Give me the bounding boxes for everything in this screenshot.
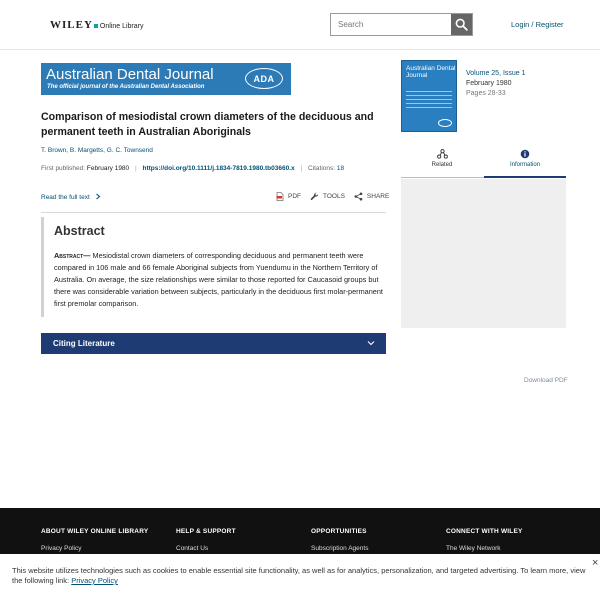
login-register-link[interactable]: Login / Register — [511, 20, 564, 29]
first-published-date: February 1980 — [86, 165, 130, 172]
cookie-banner — [0, 554, 600, 600]
citing-literature-label: Citing Literature — [53, 339, 115, 348]
author-link[interactable]: T. Brown — [41, 147, 67, 154]
share-label: SHARE — [366, 193, 390, 200]
wrench-icon — [310, 192, 319, 201]
share-icon — [354, 192, 363, 201]
footer-column-about — [41, 528, 148, 552]
search-box — [330, 13, 473, 36]
read-full-text-label: Read the full text — [41, 194, 90, 201]
footer-column-help — [176, 528, 236, 552]
footer-heading: CONNECT WITH WILEY — [446, 528, 523, 535]
search-icon — [455, 18, 468, 31]
sidebar-tabs — [401, 145, 566, 178]
publication-meta — [41, 165, 344, 172]
related-icon — [437, 149, 448, 159]
meta-separator: | — [300, 165, 303, 172]
footer-column-connect — [446, 528, 523, 552]
footer-link[interactable]: The Wiley Network — [446, 545, 501, 552]
issue-pages: Pages 28-33 — [466, 90, 506, 97]
search-input[interactable] — [331, 14, 452, 35]
footer-column-opportunities — [311, 528, 368, 552]
footer-link[interactable]: Privacy Policy — [41, 545, 82, 552]
logo-suffix: Online Library — [99, 23, 144, 30]
issue-info — [466, 69, 526, 99]
issue-date: February 1980 — [466, 80, 512, 87]
close-icon[interactable]: × — [592, 557, 599, 569]
abstract-text — [54, 250, 384, 310]
wiley-online-library-logo[interactable] — [50, 19, 143, 31]
meta-separator: | — [134, 165, 137, 172]
tab-information-label: Information — [509, 162, 540, 168]
cover-badge-icon — [438, 119, 452, 127]
ada-logo — [245, 68, 283, 89]
cover-title: Australian Dental Journal — [406, 65, 456, 79]
tools-label: TOOLS — [323, 193, 345, 200]
article-title: Comparison of mesiodistal crown diameters of the deciduous and permanent teeth in Australian Aboriginals — [41, 111, 374, 138]
logo-brand: WILEY — [50, 19, 93, 31]
journal-cover-image[interactable] — [401, 60, 457, 132]
ada-logo-text: ADA — [253, 73, 275, 84]
download-pdf-link[interactable]: Download PDF — [524, 377, 568, 384]
cover-decoration — [406, 91, 452, 111]
tab-information[interactable] — [484, 145, 566, 178]
site-header — [0, 0, 600, 50]
chevron-down-icon — [366, 338, 376, 348]
journal-banner-subtitle: The official journal of the Australian Dental Association — [47, 84, 205, 90]
issue-volume-link[interactable]: Volume 25, Issue 1 — [466, 70, 526, 77]
tools-button[interactable] — [310, 192, 345, 201]
footer-heading: OPPORTUNITIES — [311, 528, 367, 535]
pdf-button[interactable] — [276, 192, 301, 201]
pdf-icon — [276, 192, 284, 201]
abstract-heading: Abstract — [54, 224, 105, 238]
citations-count[interactable]: 18 — [336, 165, 345, 172]
citations-label: Citations: — [307, 165, 336, 172]
pdf-label: PDF — [288, 193, 301, 200]
abstract-body: Mesiodistal crown diameters of corresponding deciduous and permanent teeth were compared in 106 male and 66 female Aboriginal subjects from Yuendumu in the Northern Territory of Australia. On average, the size relationships were similar to those reported for Caucasoid groups but there was considerable variation between subjects, particularly in the deciduous first molar-permanent first premolar comparison. — [54, 251, 383, 308]
author-link[interactable]: G. C. Townsend — [106, 147, 153, 154]
divider — [41, 212, 386, 213]
abstract-lead: Abstract— — [54, 251, 91, 260]
author-list: T. Brown, B. Margetts, G. C. Townsend — [41, 147, 153, 154]
doi-link[interactable]: https://doi.org/10.1111/j.1834-7819.1980.tb03660.x — [142, 165, 295, 172]
chevron-right-icon — [95, 193, 101, 200]
footer-link[interactable]: Subscription Agents — [311, 545, 369, 552]
footer-heading: HELP & SUPPORT — [176, 528, 236, 535]
logo-dot-icon — [94, 24, 98, 28]
privacy-policy-link[interactable]: Privacy Policy — [71, 576, 118, 585]
search-button[interactable] — [451, 14, 472, 35]
footer-heading: ABOUT WILEY ONLINE LIBRARY — [41, 528, 149, 535]
article-tools — [276, 192, 389, 201]
share-button[interactable] — [354, 192, 389, 201]
tab-related[interactable] — [401, 145, 483, 178]
tab-related-label: Related — [431, 162, 453, 168]
abstract-section — [41, 217, 386, 317]
citing-literature-accordion[interactable] — [41, 333, 386, 354]
journal-banner[interactable] — [41, 63, 291, 95]
cookie-message: This website utilizes technologies such as cookies to enable essential site functionality, as well as for analytics, personalization, and targeted advertising. To learn more, view the following link: — [12, 566, 586, 585]
first-published-label: First published: — [41, 165, 86, 172]
info-icon — [520, 149, 530, 159]
cookie-text — [12, 566, 587, 586]
footer-link[interactable]: Contact Us — [176, 545, 209, 552]
author-link[interactable]: B. Margetts — [69, 147, 104, 154]
information-panel — [401, 179, 566, 328]
read-full-text-link[interactable] — [41, 193, 101, 201]
journal-banner-title: Australian Dental Journal — [46, 66, 214, 83]
